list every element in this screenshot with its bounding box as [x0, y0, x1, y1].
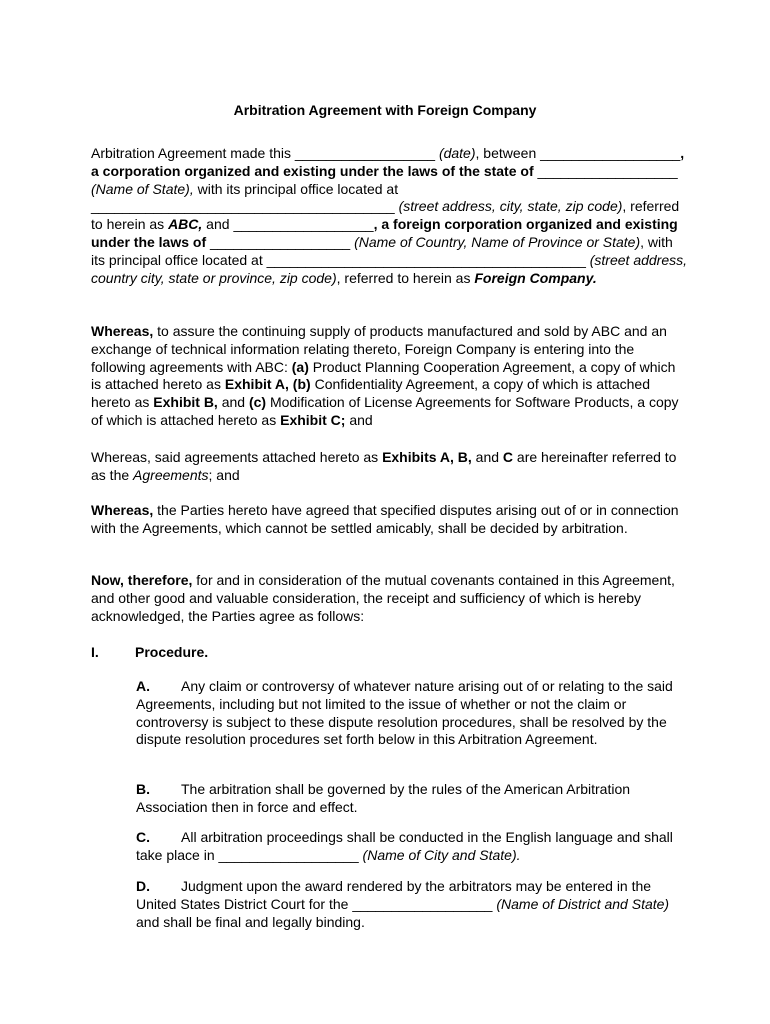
foreign-name-blank: __________________ — [233, 216, 374, 233]
whereas1-text-3: Confidentiality Agreement, a copy of which is attached hereto as — [91, 376, 650, 411]
city-blank: __________________ — [218, 846, 359, 863]
clause-c-text: All arbitration proceedings shall be conducted in the English language and shall take place in — [136, 829, 673, 863]
whereas-paragraph-1 — [91, 323, 687, 430]
clause-b-label: B. — [136, 781, 150, 797]
preamble-text-5: , referred to herein as — [91, 198, 680, 233]
preamble-text-9: , referred to herein as — [336, 269, 475, 286]
address-hint: (street address, city, state, zip code) — [398, 198, 623, 215]
preamble-text-3: , a corporation organized and existing under the laws of the state of — [91, 145, 685, 179]
district-hint: (Name of District and State) — [496, 895, 670, 912]
whereas2-text-2: and — [471, 449, 503, 465]
whereas1-text-1: to assure the continuing supply of products manufactured and sold by ABC and an exchange of technical information relating thereto, Foreign Company is entering into the following agreements with ABC: — [91, 323, 667, 375]
district-blank: __________________ — [352, 895, 493, 912]
city-hint: (Name of City and State). — [362, 846, 521, 863]
date-blank: __________________ — [294, 145, 436, 161]
exhibits-label: Exhibits A, B, — [382, 449, 472, 465]
exhibit-b-label: Exhibit B, — [153, 394, 218, 411]
now-therefore-paragraph — [91, 572, 687, 625]
whereas2-text-4: ; and — [208, 466, 240, 483]
exhibit-c-label: Exhibit C; — [280, 411, 346, 428]
clause-d-text-2: and shall be final and legally binding. — [136, 913, 365, 930]
address2-hint: (street address, country city, state or province, zip code) — [91, 251, 688, 286]
foreign-company-label: Foreign Company. — [474, 269, 597, 286]
clause-d-text: Judgment upon the award rendered by the arbitrators may be entered in the United States District Court for the — [136, 878, 652, 912]
preamble-paragraph — [91, 145, 687, 287]
now-therefore-lead: Now, therefore, — [91, 572, 193, 588]
section-heading — [91, 643, 208, 661]
whereas3-text: the Parties hereto have agreed that specified disputes arising out of or in connection with the Agreements, which cannot be settled amicably, shall be decided by arbitration. — [91, 502, 679, 536]
clause-a — [136, 678, 687, 749]
item-a-label: (a) — [291, 358, 309, 375]
whereas-paragraph-2 — [91, 449, 687, 485]
preamble-text-4: with its principal office located at — [193, 180, 399, 197]
whereas1-text-5: Modification of License Agreements for Software Products, a copy of which is attached hereto as — [91, 394, 679, 428]
clause-d-label: D. — [136, 878, 150, 894]
abc-label: ABC, — [168, 216, 203, 233]
clause-c — [136, 829, 687, 865]
preamble-text-2: , between — [475, 145, 541, 161]
preamble-text-7: , a foreign corporation organized and existing under the laws of — [91, 216, 678, 250]
clause-b — [136, 781, 687, 817]
exhibit-a-label: Exhibit A, (b) — [224, 376, 311, 393]
abc-name-blank: __________________ — [540, 145, 681, 161]
state-blank: __________________ — [537, 162, 678, 179]
state-hint: (Name of State), — [91, 180, 194, 197]
address2-blank: _________________________________________ — [266, 251, 586, 268]
item-c-label: (c) — [248, 394, 267, 411]
country-hint: (Name of Country, Name of Province or State) — [354, 233, 641, 250]
clause-b-text: The arbitration shall be governed by the rules of the American Arbitration Association then in force and effect. — [136, 781, 631, 815]
whereas2-text-3: are hereinafter referred to as the — [91, 449, 677, 483]
clause-a-label: A. — [136, 678, 150, 694]
country-blank: __________________ — [210, 233, 351, 250]
whereas1-text-4: and — [217, 394, 249, 411]
preamble-text-8: , with its principal office located at — [91, 233, 673, 268]
whereas-lead-3: Whereas, — [91, 502, 154, 518]
preamble-text-1: Arbitration Agreement made this — [91, 145, 295, 161]
agreements-term: Agreements — [133, 466, 209, 483]
address-blank: _______________________________________ — [91, 198, 395, 215]
whereas-paragraph-3 — [91, 502, 687, 538]
section-title: Procedure. — [135, 644, 209, 660]
whereas2-text-1: Whereas, said agreements attached hereto as — [91, 449, 383, 465]
page-title: Arbitration Agreement with Foreign Company — [233, 102, 537, 118]
whereas1-text-2: Product Planning Cooperation Agreement, a copy of which is attached hereto as — [91, 358, 676, 393]
clause-c-label: C. — [136, 829, 150, 845]
clause-a-text: Any claim or controversy of whatever nature arising out of or relating to the said Agreements, including but not limited to the issue of whether or not the claim or controversy is subject to these dispute resolution procedures, shall be resolved by the dispute resolution procedures set forth below in this Arbitration Agreement. — [136, 678, 673, 748]
whereas1-text-6: and — [345, 411, 373, 428]
exhibit-c-short: C — [502, 449, 514, 465]
preamble-text-6: and — [202, 216, 234, 233]
date-hint: (date) — [438, 145, 476, 161]
whereas-lead-1: Whereas, — [91, 323, 154, 339]
clause-d — [136, 878, 687, 931]
section-number: I. — [91, 644, 99, 660]
now-therefore-text: for and in consideration of the mutual covenants contained in this Agreement, and other good and valuable consideration, the receipt and sufficiency of which is hereby acknowledged, the Parties agree as follows: — [91, 572, 675, 624]
